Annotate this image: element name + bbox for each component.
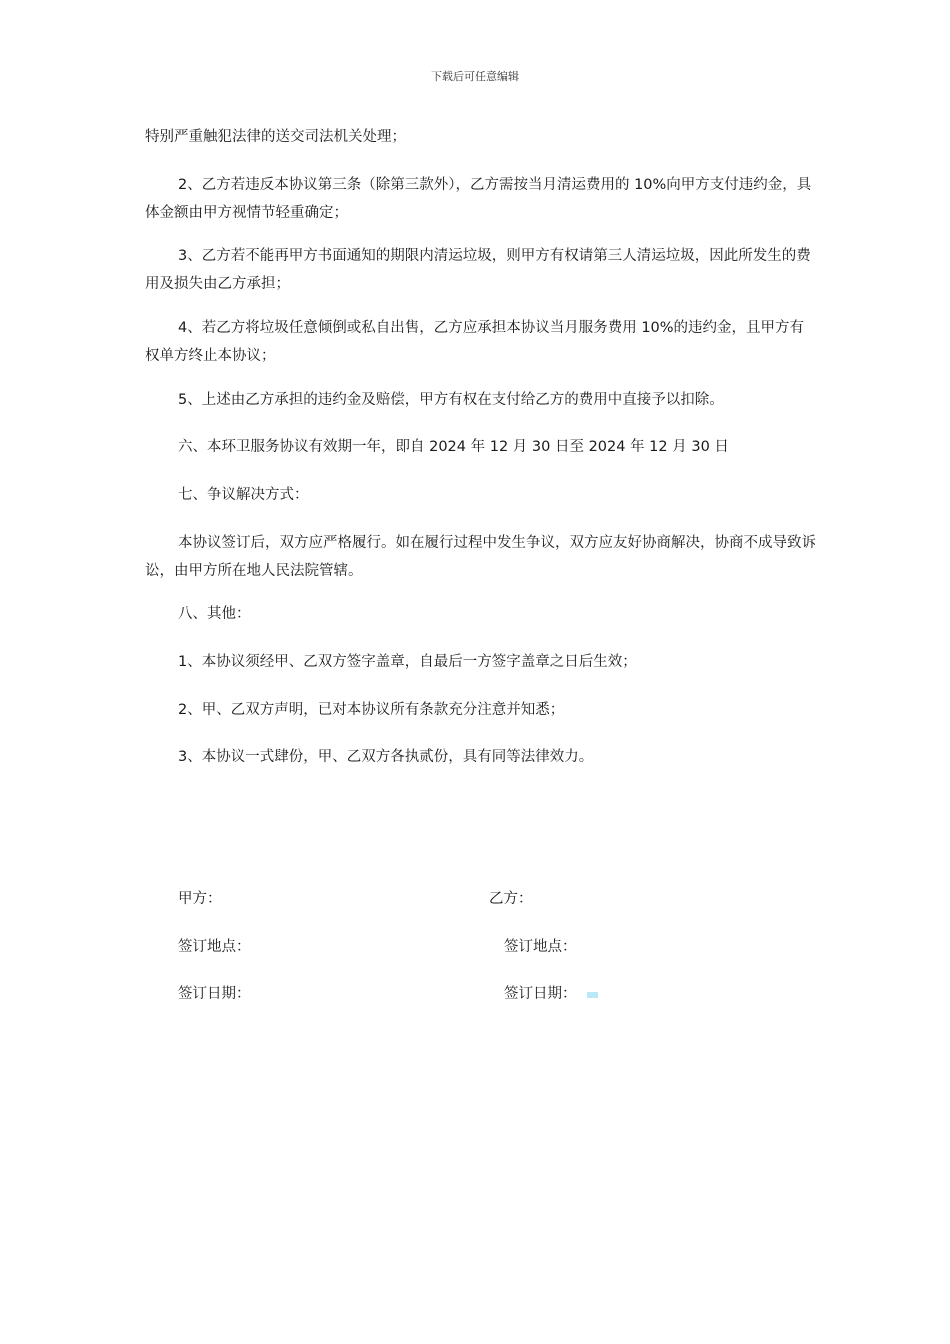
paragraph-clause-2: 2、乙方若违反本协议第三条（除第三款外），乙方需按当月清运费用的 10%向甲方支付违约金，具体金额由甲方视情节轻重确定； xyxy=(145,177,812,221)
paragraph-other-2: 2、甲、乙双方声明，已对本协议所有条款充分注意并知悉； xyxy=(178,702,565,718)
signing-date-a-label: 签订日期： xyxy=(178,986,251,1002)
paragraph-clause-5: 5、上述由乙方承担的违约金及赔偿，甲方有权在支付给乙方的费用中直接予以扣除。 xyxy=(178,392,724,408)
paragraph-other-1: 1、本协议须经甲、乙双方签字盖章，自最后一方签字盖章之日后生效； xyxy=(178,654,637,670)
page-header: 下载后可任意编辑 xyxy=(431,70,519,83)
signing-place-b-label: 签订地点： xyxy=(504,939,577,955)
signing-date-b-label: 签订日期： xyxy=(504,986,577,1002)
signing-place-a-label: 签订地点： xyxy=(178,939,251,955)
party-b-label: 乙方： xyxy=(489,891,533,907)
paragraph-other-3: 3、本协议一式肆份，甲、乙双方各执贰份，具有同等法律效力。 xyxy=(178,749,594,765)
section-seven-heading: 七、争议解决方式： xyxy=(178,487,309,503)
paragraph-dispute: 本协议签订后，双方应严格履行。如在履行过程中发生争议，双方应友好协商解决，协商不成导致诉讼，由甲方所在地人民法院管辖。 xyxy=(145,535,816,579)
section-six-validity: 六、本环卫服务协议有效期一年，即自 2024 年 12 月 30 日至 2024 年 12 月 30 日 xyxy=(178,439,729,455)
party-a-label: 甲方： xyxy=(178,891,222,907)
paragraph-clause-3: 3、乙方若不能再甲方书面通知的期限内清运垃圾，则甲方有权请第三人清运垃圾，因此所发生的费用及损失由乙方承担； xyxy=(145,248,811,292)
section-eight-heading: 八、其他： xyxy=(178,606,251,622)
paragraph-continuation: 特别严重触犯法律的送交司法机关处理； xyxy=(145,129,406,145)
paragraph-clause-4: 4、若乙方将垃圾任意倾倒或私自出售，乙方应承担本协议当月服务费用 10%的违约金，且甲方有权单方终止本协议； xyxy=(145,320,805,364)
highlight-mark xyxy=(587,992,598,998)
